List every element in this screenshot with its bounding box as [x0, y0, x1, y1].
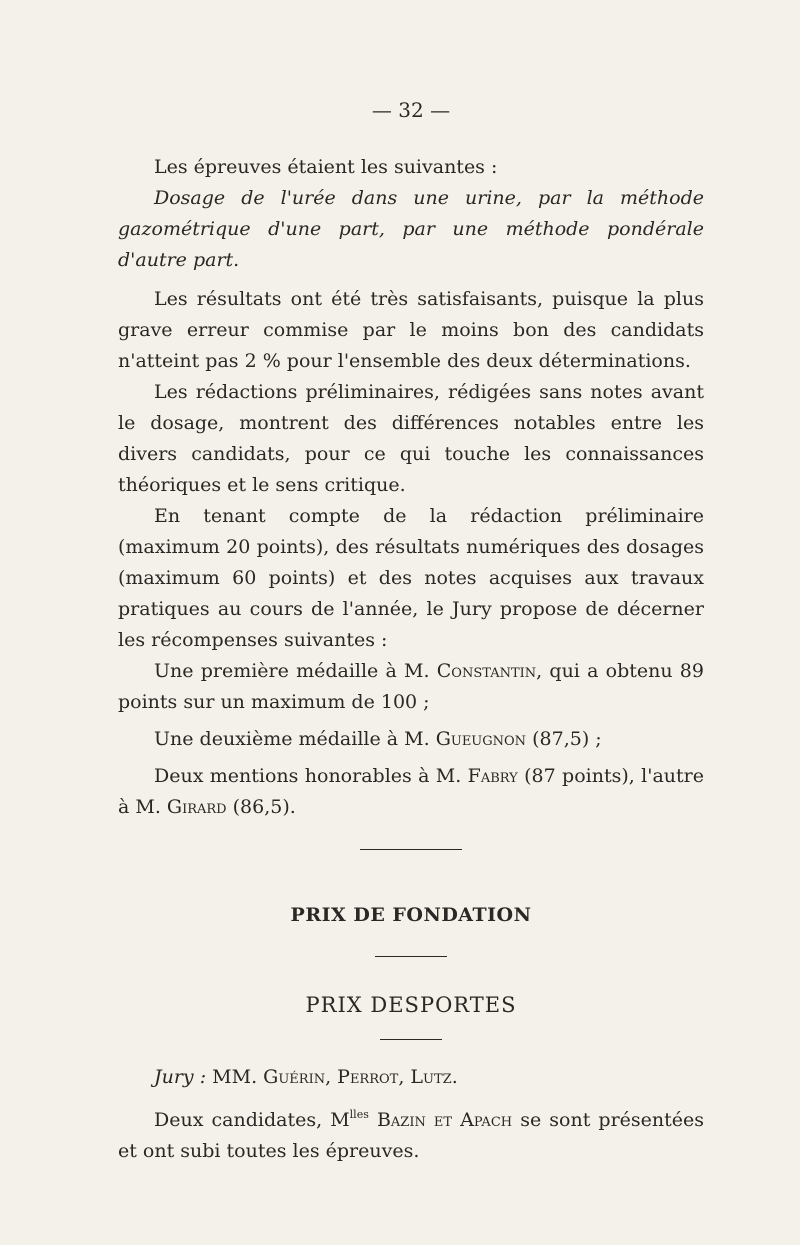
- jury-prefix: MM.: [206, 1066, 264, 1088]
- candidates-sup: lles: [349, 1108, 369, 1121]
- award-mentions-suffix: (86,5).: [226, 796, 296, 818]
- document-page: [118, 98, 704, 1167]
- scoring-paragraph: En tenant compte de la rédaction préliminaire (maximum 20 points), des résultats numériques des dosages (maximum 60 points) et des notes acquises aux travaux pratiques au cours de l'année, le Jury propose de décerner les récompenses suivantes :: [118, 505, 704, 651]
- award-first: [118, 656, 704, 718]
- intro-line: Les épreuves étaient les suivantes :: [154, 156, 498, 178]
- page-number: — 32 —: [371, 98, 451, 122]
- award-first-prefix: Une première médaille à M.: [154, 660, 437, 682]
- award-mentions-name1: Fabry: [467, 765, 518, 787]
- award-first-suffix: , qui a obtenu 89 points sur un maximum de 100 ;: [118, 660, 704, 713]
- award-second-prefix: Une deuxième médaille à M.: [154, 728, 436, 750]
- award-mentions-prefix: Deux mentions honorables à M.: [154, 765, 468, 787]
- test-description: Dosage de l'urée dans une urine, par la méthode gazométrique d'une part, par une méthode pondérale d'autre part.: [118, 187, 704, 271]
- jury-label: Jury :: [154, 1066, 207, 1088]
- award-second-name: Gueugnon: [435, 728, 527, 750]
- jury-members: Guérin, Perrot, Lutz.: [263, 1066, 458, 1088]
- award-second: [118, 724, 704, 755]
- award-mentions: [118, 761, 704, 823]
- redactions-paragraph: Les rédactions préliminaires, rédigées sans notes avant le dosage, montrent des différences notables entre les divers candidats, pour ce qui touche les connaissances théoriques et le sens critique.: [118, 381, 704, 496]
- section-divider: [360, 849, 462, 850]
- jury-line: [118, 1062, 704, 1093]
- prize-title-divider: [380, 1039, 442, 1040]
- candidates-prefix: Deux candidates, M: [154, 1109, 350, 1131]
- candidates-names: Bazin et Apach: [368, 1109, 513, 1131]
- candidates-paragraph: [118, 1105, 704, 1167]
- award-first-name: Constantin: [436, 660, 537, 682]
- candidates-suffix: se sont présentées et ont subi toutes les épreuves.: [118, 1109, 704, 1162]
- award-second-suffix: (87,5) ;: [526, 728, 602, 750]
- award-mentions-name2: Girard: [166, 796, 227, 818]
- results-paragraph: Les résultats ont été très satisfaisants, puisque la plus grave erreur commise par le moins bon des candidats n'atteint pas 2 % pour l'ensemble des deux déterminations.: [118, 288, 704, 372]
- prize-title: PRIX DESPORTES: [305, 993, 517, 1017]
- award-mentions-middle: (87 points), l'autre à M.: [118, 765, 704, 818]
- section-title: PRIX DE FONDATION: [290, 904, 532, 926]
- section-title-divider: [375, 956, 447, 957]
